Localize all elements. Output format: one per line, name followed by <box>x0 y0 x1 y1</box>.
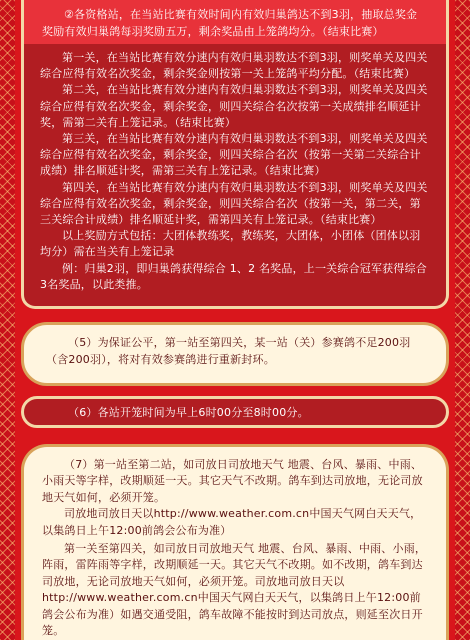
release-time-panel <box>21 396 449 428</box>
highlight-rule-text: ②各资格站，在当站比赛有效时间内有效归巢鸽达不到3羽，抽取总奖金奖励有效归巢鸽每羽奖励五万，剩余奖品由上笼鸽均分。（结束比赛） <box>42 8 418 38</box>
weather-rule-stations: （7）第一站至第二站，如司放日司放地天气 地震、台风、暴雨、中雨、小雨天等字样，改期顺延一天。其它天气不改期。鸽车到达司放地，无论司放地天气如何，必须开笼。 <box>42 458 423 504</box>
weather-rule-panel <box>21 444 449 640</box>
rule-stage-2: 第二关，在当站比赛有效分速内有效归巢羽数达不到3羽，则奖单关及四关综合应得有效名次奖金，剩余奖金，则四关综合名次按第一关成绩排名顺延计奖，需第二关有上笼记录。（结束比赛） <box>40 83 428 129</box>
weather-source-note: 司放地司放日天以http://www.weather.com.cn中国天气网白天天气，以集鸽日上午12:00前鸽会公布为准） <box>42 507 422 537</box>
rule-stage-4: 第四关，在当站比赛有效分速内有效归巢羽数达不到3羽，则奖单关及四关综合应得有效名次奖金，剩余奖金，则四关综合名次（按第一关，第二关，第三关综合计成绩）排名顺延计奖，需第四关有上笼记录。（结束比赛） <box>40 180 428 227</box>
stage-rules-body <box>24 44 446 293</box>
rule-stage-3: 第三关，在当站比赛有效分速内有效归巢羽数达不到3羽，则奖单关及四关综合应得有效名次奖金，剩余奖金，则四关综合名次（按第一关第二关综合计成绩）排名顺延计奖，需第三关有上笼记录。（结束比赛） <box>40 132 428 178</box>
left-ornament-border <box>0 0 15 640</box>
weather-rule-stages: 第一关至第四关，如司放日司放地天气 地震、台风、暴雨、中雨、小雨，阵雨，雷阵雨等字样，改期顺延一天。其它天气不改期。如不改期，鸽车到达司放地，无论司放地天气如何，必须开笼。司放地司放日天以http://www.weather.com.cn中国天气网白天天气，以集鸽日上午12:00前鸽会公布为准）如遇交通受阻，鸽车故障不能按时到达司放点，则延至次日开笼。 <box>42 542 427 638</box>
rules-panel-top <box>21 0 449 309</box>
release-time-text: （6）各站开笼时间为早上6时00分至8时00分。 <box>68 406 309 419</box>
fairness-rule-text: （5）为保证公平，第一站至第四关，某一站（关）参赛鸽不足200羽（含200羽），将对有效参赛鸽进行重新封环。 <box>46 336 411 366</box>
reward-scope-note: 以上奖励方式包括：大团体教练奖，教练奖，大团体，小团体（团体以羽均分）需在当关有上笼记录 <box>40 229 421 259</box>
rule-stage-1: 第一关，在当站比赛有效分速内有效归巢羽数达不到3羽，则奖单关及四关综合应得有效名次奖金，剩余奖金则按第一关上笼鸽平均分配。（结束比赛） <box>40 51 428 81</box>
right-ornament-border <box>455 0 470 640</box>
example-note: 例：归巢2羽，即归巢鸽获得综合 1、2 名奖品，上一关综合冠军获得综合3名奖品，以此类推。 <box>40 261 427 291</box>
highlight-rule-block <box>24 0 446 44</box>
fairness-rule-panel <box>21 322 449 386</box>
